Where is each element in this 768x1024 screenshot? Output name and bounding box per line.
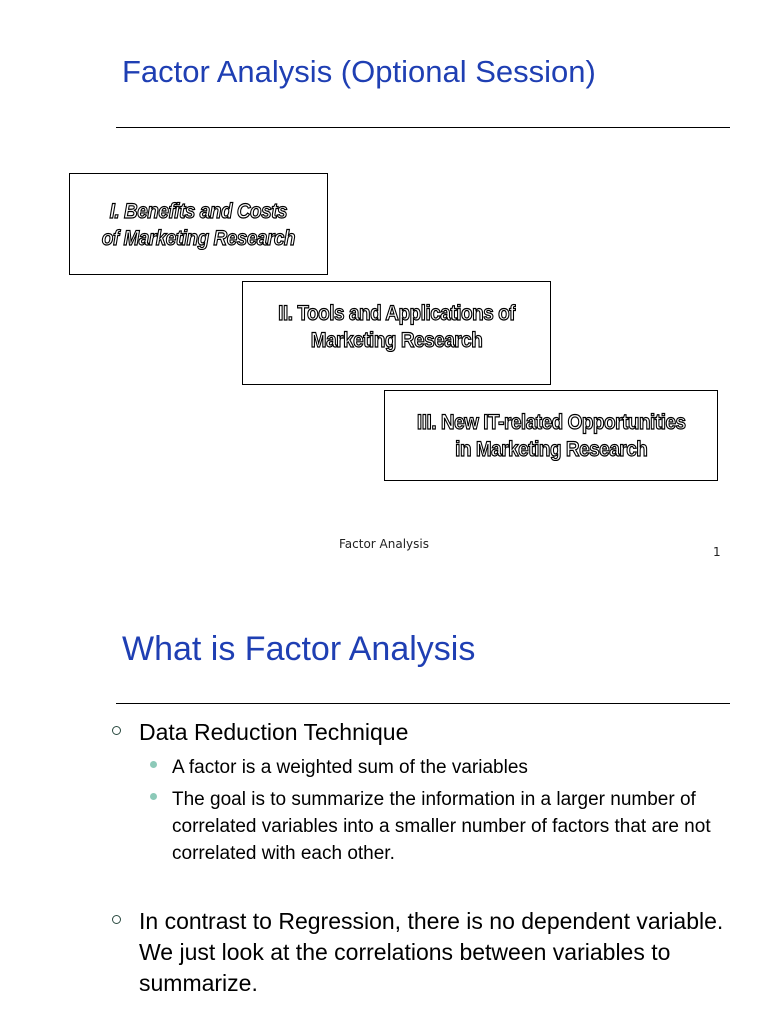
title-divider xyxy=(116,703,730,704)
bullet-text: Data Reduction Technique xyxy=(139,719,409,745)
dot-bullet-icon xyxy=(150,793,157,800)
slide-title: Factor Analysis (Optional Session) xyxy=(122,54,596,89)
slide-footer: Factor Analysis xyxy=(339,537,429,551)
page-number: 1 xyxy=(713,545,721,559)
section-box-label: I. Benefits and Costs of Marketing Research xyxy=(101,200,296,250)
slide-title: What is Factor Analysis xyxy=(122,630,476,668)
section-box-label: II. Tools and Applications of Marketing Research xyxy=(278,302,515,352)
hollow-circle-bullet-icon xyxy=(112,726,121,735)
section-box-label: III. New IT-related Opportunities in Marketing Research xyxy=(416,411,686,461)
bullet-text: In contrast to Regression, there is no dependent variable. We just look at the correlations between variables to summarize. xyxy=(139,908,724,996)
hollow-circle-bullet-icon xyxy=(112,915,121,924)
dot-bullet-icon xyxy=(150,761,157,768)
section-box-it-opportunities xyxy=(384,390,718,481)
sub-bullet-text: The goal is to summarize the information in a larger number of correlated variables into a smaller number of factors that are not correlated with each other. xyxy=(172,789,711,864)
section-box-tools-applications xyxy=(242,281,551,385)
slide-2 xyxy=(0,600,768,1024)
section-box-benefits-costs xyxy=(69,173,328,275)
sub-bullet-text: A factor is a weighted sum of the variables xyxy=(172,757,528,778)
title-divider xyxy=(116,127,730,128)
